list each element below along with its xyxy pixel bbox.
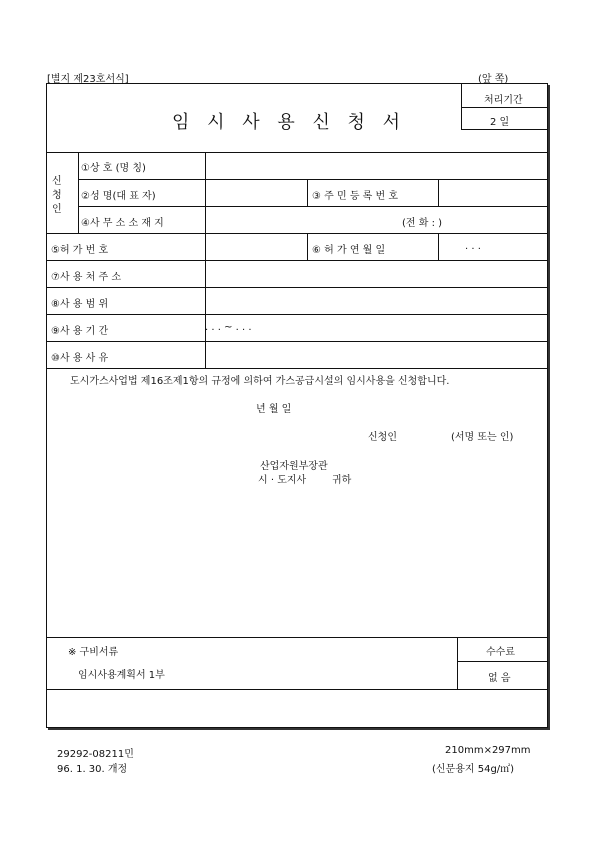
divider <box>307 179 308 206</box>
form-number: [별지 제23호서식] <box>47 74 129 85</box>
divider <box>78 179 547 180</box>
page-title: 임 시 사 용 신 청 서 <box>172 112 407 133</box>
use-period-value: . . . ~ . . . <box>205 322 252 333</box>
use-period-label: ⑨사 용 기 간 <box>51 326 109 337</box>
processing-period-label: 처리기간 <box>484 95 523 106</box>
divider <box>205 152 206 368</box>
form-code: 29292-08211민 <box>57 749 134 760</box>
office-address-label: ④사 무 소 소 재 지 <box>81 218 164 229</box>
divider <box>47 287 547 288</box>
addressee-line-1: 산업자원부장관 <box>260 461 328 472</box>
divider <box>461 129 547 130</box>
fee-label: 수수료 <box>486 647 515 658</box>
use-reason-label: ⑩사 용 사 유 <box>51 353 109 364</box>
applicant-group-label-1: 신 <box>52 176 62 187</box>
divider <box>47 233 547 234</box>
addressee-suffix: 귀하 <box>332 475 352 486</box>
permit-date-label: ⑥ 허 가 연 월 일 <box>312 245 386 256</box>
page-side-label: (앞 쪽) <box>478 74 509 85</box>
divider <box>47 260 547 261</box>
applicant-group-label-2: 청 <box>52 190 62 201</box>
processing-period-value: 2 일 <box>490 117 510 128</box>
divider <box>47 314 547 315</box>
divider <box>78 152 79 233</box>
resident-number-label: ③ 주 민 등 록 번 호 <box>312 191 398 202</box>
paper-type: (신문용지 54g/㎡) <box>432 764 515 775</box>
divider <box>438 233 439 260</box>
applicant-name-label: ②성 명(대 표 자) <box>81 191 156 202</box>
signature-label: (서명 또는 인) <box>451 432 514 443</box>
fee-value: 없 음 <box>488 673 511 684</box>
divider <box>457 661 547 662</box>
divider <box>307 233 308 260</box>
applicant-group-label-3: 인 <box>52 204 62 215</box>
required-documents-label: ※ 구비서류 <box>68 647 119 658</box>
phone-label: (전 화 : ) <box>402 218 443 229</box>
divider <box>78 206 547 207</box>
divider <box>47 152 547 153</box>
required-documents-item: 임시사용계획서 1부 <box>78 670 165 681</box>
revision-date: 96. 1. 30. 개정 <box>57 764 128 775</box>
application-statement: 도시가스사업법 제16조제1항의 규정에 의하여 가스공급시설의 임시사용을 신청합니다. <box>70 376 450 387</box>
trade-name-label: ①상 호 (명 칭) <box>81 163 146 174</box>
permit-number-label: ⑤허 가 번 호 <box>51 245 109 256</box>
divider <box>461 107 547 108</box>
date-line: 년 월 일 <box>256 404 292 415</box>
divider <box>47 637 547 638</box>
paper-size: 210mm×297mm <box>445 745 531 756</box>
divider <box>47 368 547 369</box>
addressee-line-2: 시 · 도지사 <box>258 475 307 486</box>
use-address-label: ⑦사 용 처 주 소 <box>51 272 121 283</box>
divider <box>47 341 547 342</box>
use-scope-label: ⑧사 용 범 위 <box>51 299 109 310</box>
divider <box>438 179 439 206</box>
divider <box>47 689 547 690</box>
permit-date-value: . . . <box>465 241 481 252</box>
divider <box>457 637 458 689</box>
applicant-label: 신청인 <box>368 432 397 443</box>
